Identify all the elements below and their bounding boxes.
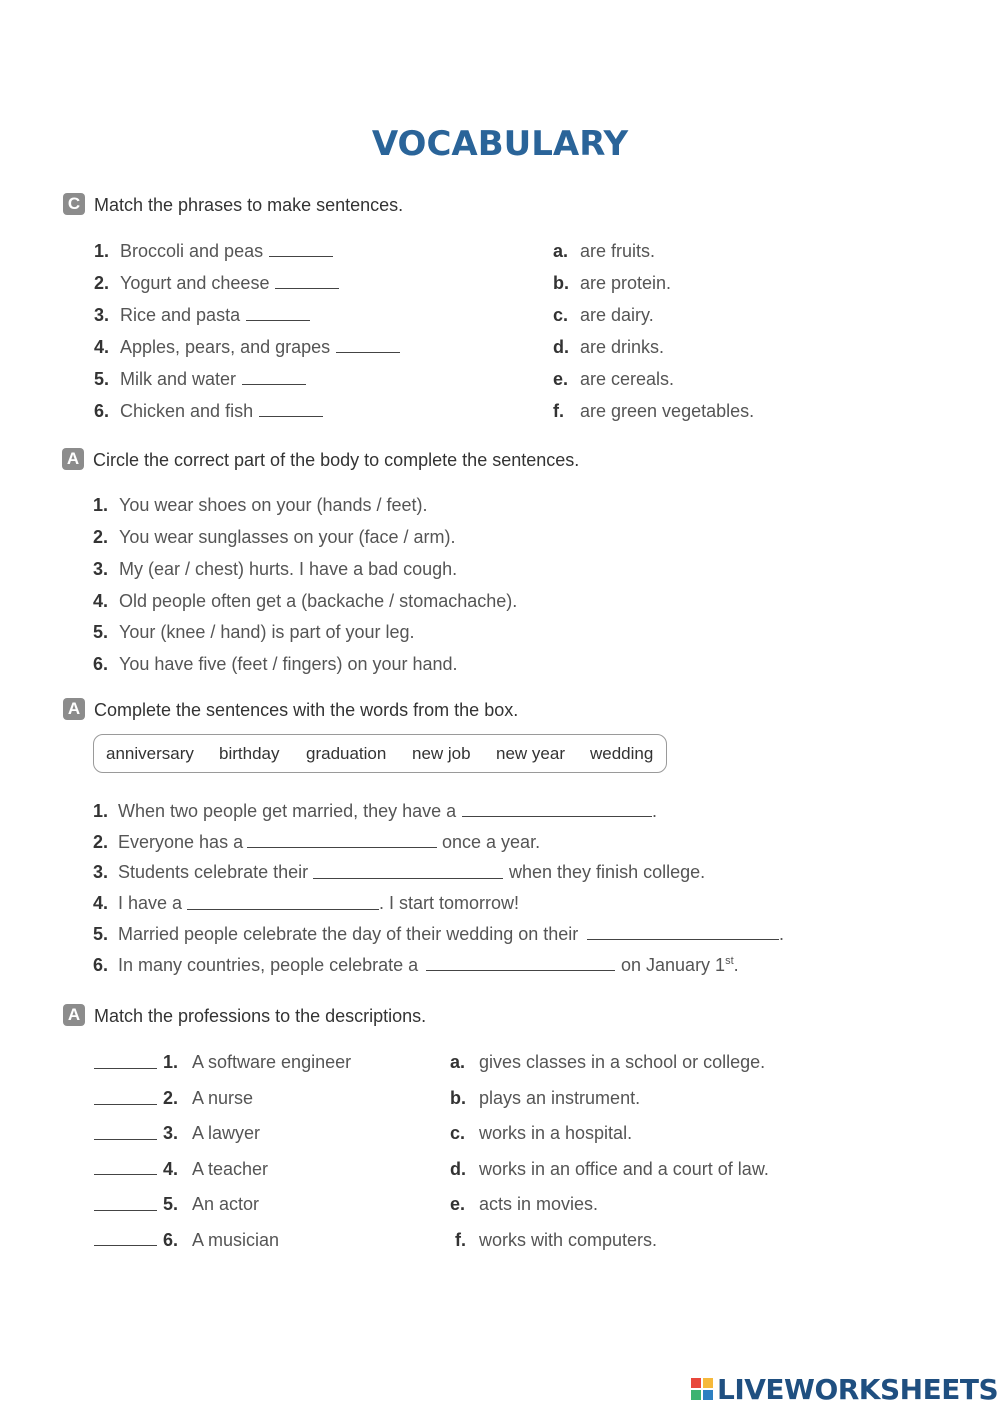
description-option: d. works in an office and a court of law. (450, 1159, 769, 1179)
answer-blank[interactable] (269, 256, 333, 257)
answer-blank[interactable] (94, 1104, 157, 1105)
word-box-item: wedding (590, 744, 654, 763)
answer-blank[interactable] (587, 939, 779, 940)
answer-blank[interactable] (94, 1245, 157, 1246)
answer-blank[interactable] (246, 320, 310, 321)
circle-item[interactable]: 5. Your (knee / hand) is part of your leg. (93, 622, 415, 642)
answer-blank[interactable] (242, 384, 306, 385)
match-option: b. are protein. (553, 273, 672, 293)
profession-item: 5. An actor (163, 1194, 260, 1214)
fill-item-end: once a year. (442, 832, 541, 852)
fill-item-end: . (779, 924, 785, 944)
section-instruction: Match the professions to the descriptions. (94, 1006, 427, 1026)
match-item: 5. Milk and water (94, 369, 306, 390)
match-item: 3. Rice and pasta (94, 305, 310, 326)
description-option: c. works in a hospital. (450, 1123, 633, 1143)
profession-item: 4. A teacher (163, 1159, 269, 1179)
fill-item: 6. In many countries, people celebrate a (93, 955, 419, 975)
answer-blank[interactable] (187, 909, 379, 910)
word-box-item: graduation (306, 744, 387, 763)
fill-item: 3. Students celebrate their (93, 862, 309, 882)
description-option: e. acts in movies. (450, 1194, 599, 1214)
word-box (93, 734, 667, 773)
word-box-item: new year (496, 744, 565, 763)
logo-square (691, 1378, 701, 1388)
word-box-item: anniversary (106, 744, 194, 763)
liveworksheets-logo-icon (691, 1378, 713, 1400)
circle-item[interactable]: 2. You wear sunglasses on your (face / arm). (93, 527, 456, 547)
profession-item: 3. A lawyer (163, 1123, 261, 1143)
section-instruction: Circle the correct part of the body to complete the sentences. (93, 450, 580, 470)
section-badge: A (63, 1004, 85, 1026)
match-option: e. are cereals. (553, 369, 675, 389)
description-option: b. plays an instrument. (450, 1088, 641, 1108)
circle-item[interactable]: 1. You wear shoes on your (hands / feet). (93, 495, 428, 515)
word-box-item: birthday (219, 744, 280, 763)
match-option: f. are green vegetables. (553, 401, 755, 421)
circle-item[interactable]: 4. Old people often get a (backache / stomachache). (93, 591, 518, 611)
answer-blank[interactable] (247, 847, 437, 848)
circle-item[interactable]: 6. You have five (feet / fingers) on your hand. (93, 654, 458, 674)
match-item: 6. Chicken and fish (94, 401, 323, 422)
answer-blank[interactable] (462, 816, 652, 817)
section-instruction: Match the phrases to make sentences. (94, 195, 404, 215)
liveworksheets-logo (691, 1372, 998, 1406)
match-option: a. are fruits. (553, 241, 656, 261)
logo-text: LIVEWORKSHEETS (717, 1372, 999, 1406)
fill-item-end: . I start tomorrow! (379, 893, 520, 913)
answer-blank[interactable] (313, 878, 503, 879)
fill-item-end: on January 1st. (621, 955, 739, 975)
fill-item: 2. Everyone has a (93, 832, 244, 852)
logo-square (703, 1390, 713, 1400)
profession-item: 1. A software engineer (163, 1052, 352, 1072)
answer-blank[interactable] (259, 416, 323, 417)
section-badge: A (62, 448, 84, 470)
answer-blank[interactable] (94, 1174, 157, 1175)
logo-square (691, 1390, 701, 1400)
answer-blank[interactable] (275, 288, 339, 289)
match-item: 1. Broccoli and peas (94, 241, 333, 262)
match-option: d. are drinks. (553, 337, 665, 357)
answer-blank[interactable] (94, 1210, 157, 1211)
answer-blank[interactable] (94, 1139, 157, 1140)
match-option: c. are dairy. (553, 305, 654, 325)
section-instruction: Complete the sentences with the words from the box. (94, 700, 519, 720)
answer-blank[interactable] (336, 352, 400, 353)
fill-item: 1. When two people get married, they have a (93, 801, 457, 821)
answer-blank[interactable] (94, 1068, 157, 1069)
profession-item: 2. A nurse (163, 1088, 254, 1108)
match-item: 4. Apples, pears, and grapes (94, 337, 400, 358)
answer-blank[interactable] (426, 970, 615, 971)
section-badge: A (63, 698, 85, 720)
circle-item[interactable]: 3. My (ear / chest) hurts. I have a bad cough. (93, 559, 458, 579)
fill-item: 4. I have a (93, 893, 183, 913)
profession-item: 6. A musician (163, 1230, 280, 1250)
match-item: 2. Yogurt and cheese (94, 273, 339, 294)
logo-square (703, 1378, 713, 1388)
section-badge: C (63, 193, 85, 215)
page-title: VOCABULARY (371, 124, 629, 164)
fill-item-end: . (652, 801, 658, 821)
description-option: f. works with computers. (455, 1230, 658, 1250)
description-option: a. gives classes in a school or college. (450, 1052, 766, 1072)
fill-item-end: when they finish college. (509, 862, 706, 882)
word-box-item: new job (412, 744, 471, 763)
fill-item: 5. Married people celebrate the day of their wedding on their (93, 924, 579, 944)
